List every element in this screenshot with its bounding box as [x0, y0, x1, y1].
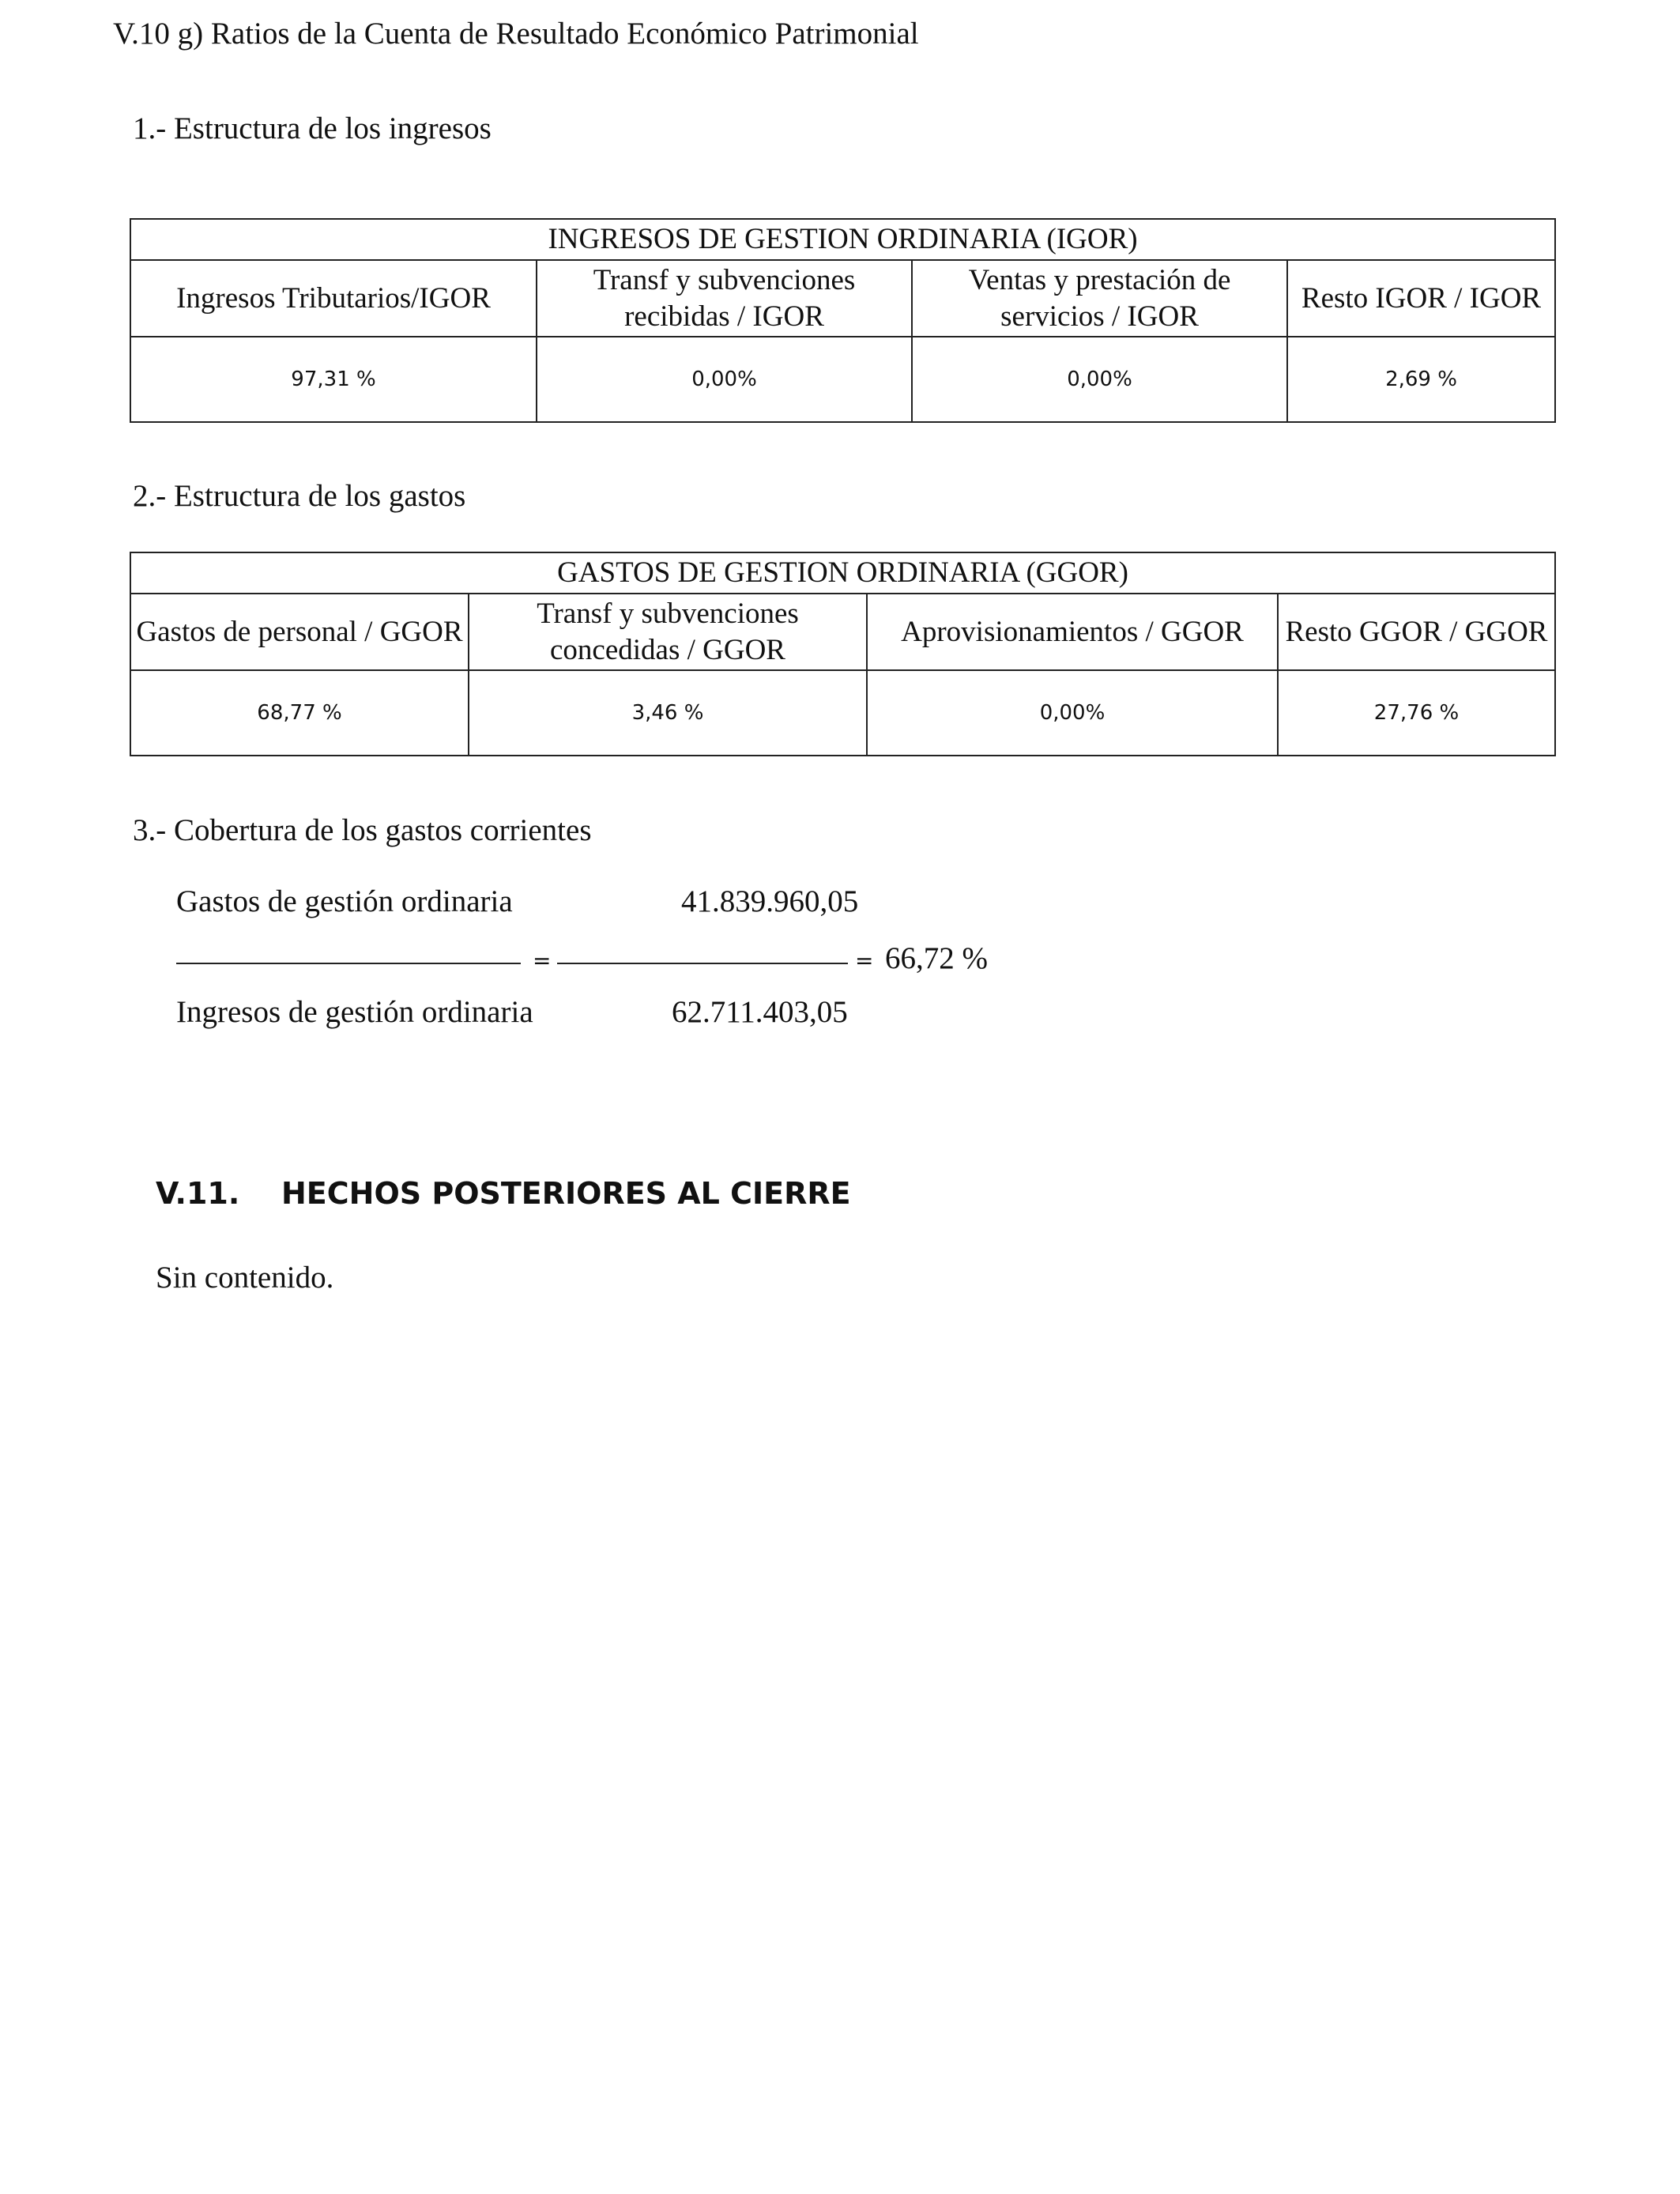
- page-title: V.10 g) Ratios de la Cuenta de Resultado Económico Patrimonial: [113, 17, 919, 51]
- income-structure-table: [130, 218, 1556, 423]
- numerator-value: 41.839.960,05: [681, 884, 859, 918]
- table-group-header: INGRESOS DE GESTION ORDINARIA (IGOR): [130, 219, 1555, 260]
- table-group-header-row: [130, 219, 1555, 260]
- denominator-label: Ingresos de gestión ordinaria: [176, 995, 533, 1029]
- table-cell: 3,46 %: [469, 670, 867, 756]
- section-number: V.11.: [156, 1176, 240, 1211]
- table-row: [130, 337, 1555, 422]
- table-cell: 2,69 %: [1287, 337, 1555, 422]
- column-header: Transf y subvenciones concedidas / GGOR: [469, 594, 867, 670]
- fraction-rule-right: [557, 963, 848, 964]
- section-heading-cobertura: 3.- Cobertura de los gastos corrientes: [133, 813, 592, 847]
- column-header: Gastos de personal / GGOR: [130, 594, 469, 670]
- column-header: Aprovisionamientos / GGOR: [867, 594, 1278, 670]
- table-cell: 27,76 %: [1278, 670, 1555, 756]
- column-header: Transf y subvenciones recibidas / IGOR: [537, 260, 912, 337]
- table-cell: 0,00%: [867, 670, 1278, 756]
- table-header-row: [130, 260, 1555, 337]
- table-header-row: [130, 594, 1555, 670]
- table-cell: 0,00%: [537, 337, 912, 422]
- column-header: Resto IGOR / IGOR: [1287, 260, 1555, 337]
- section-heading-gastos: 2.- Estructura de los gastos: [133, 479, 466, 513]
- equals-sign: =: [855, 948, 874, 974]
- expense-structure-table: [130, 552, 1556, 756]
- section-body-text: Sin contenido.: [156, 1261, 334, 1295]
- coverage-result: 66,72 %: [885, 941, 988, 975]
- column-header: Ventas y prestación de servicios / IGOR: [912, 260, 1287, 337]
- table-group-header: GASTOS DE GESTION ORDINARIA (GGOR): [130, 552, 1555, 594]
- column-header: Ingresos Tributarios/IGOR: [130, 260, 537, 337]
- fraction-rule-left: [176, 963, 521, 964]
- table-cell: 97,31 %: [130, 337, 537, 422]
- section-title: HECHOS POSTERIORES AL CIERRE: [281, 1176, 851, 1211]
- section-heading-ingresos: 1.- Estructura de los ingresos: [133, 111, 492, 145]
- table-cell: 68,77 %: [130, 670, 469, 756]
- table-cell: 0,00%: [912, 337, 1287, 422]
- table-group-header-row: [130, 552, 1555, 594]
- column-header: Resto GGOR / GGOR: [1278, 594, 1555, 670]
- denominator-value: 62.711.403,05: [672, 995, 848, 1029]
- numerator-label: Gastos de gestión ordinaria: [176, 884, 513, 918]
- table-row: [130, 670, 1555, 756]
- equals-sign: =: [533, 948, 552, 974]
